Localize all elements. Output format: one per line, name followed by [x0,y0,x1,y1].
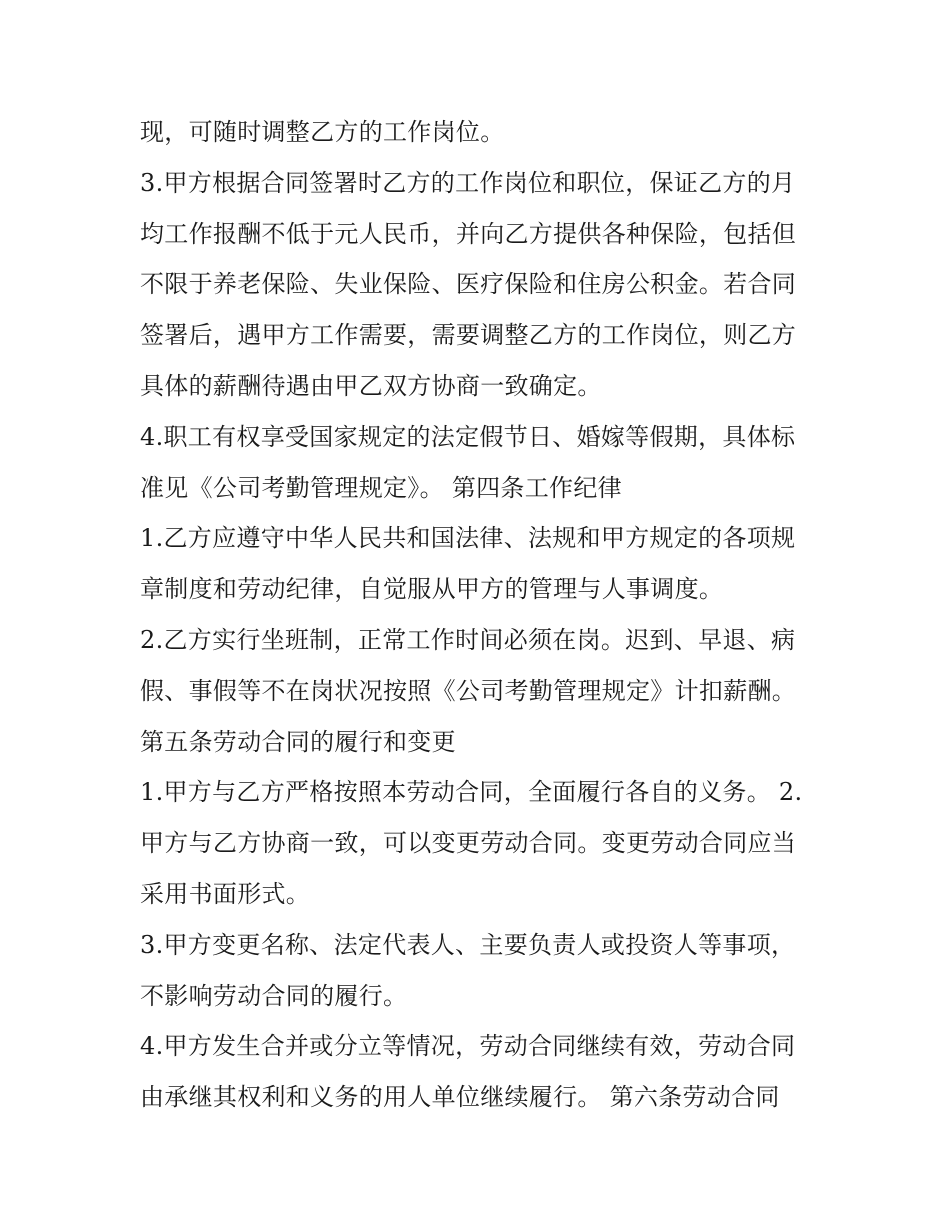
text-line: 4.职工有权享受国家规定的法定假节日、婚嫁等假期，具体标 [140,422,796,451]
text-line: 甲方与乙方协商一致，可以变更劳动合同。变更劳动合同应当 [140,829,797,858]
text-line: 现，可随时调整乙方的工作岗位。 [140,118,505,146]
section-heading: 第五条劳动合同的履行和变更 [140,727,456,756]
text-line: 由承继其权利和义务的用人单位继续履行。 第六条劳动合同 [140,1083,780,1112]
text-line: 签署后，遇甲方工作需要，需要调整乙方的工作岗位，则乙方 [140,321,797,350]
text-line: 具体的薪酬待遇由甲乙双方协商一致确定。 [140,371,602,400]
text-line: 准见《公司考勤管理规定》。 第四条工作纪律 [140,473,622,502]
text-line: 3.甲方根据合同签署时乙方的工作岗位和职位，保证乙方的月 [140,168,796,197]
text-line: 假、事假等不在岗状况按照《公司考勤管理规定》计扣薪酬。 [140,676,797,705]
text-line: 3.甲方变更名称、法定代表人、主要负责人或投资人等事项， [140,930,796,959]
text-line: 1.甲方与乙方严格按照本劳动合同，全面履行各自的义务。 2. [140,778,803,807]
text-line: 4.甲方发生合并或分立等情况，劳动合同继续有效，劳动合同 [140,1032,796,1061]
contract-text [140,107,820,1123]
text-line: 均工作报酬不低于元人民币，并向乙方提供各种保险，包括但 [140,219,797,248]
text-line: 章制度和劳动纪律，自觉服从甲方的管理与人事调度。 [140,575,724,604]
text-line: 不限于养老保险、失业保险、医疗保险和住房公积金。若合同 [140,270,797,299]
text-line: 采用书面形式。 [140,879,311,908]
text-line: 不影响劳动合同的履行。 [140,981,408,1010]
text-line: 1.乙方应遵守中华人民共和国法律、法规和甲方规定的各项规 [140,524,796,553]
text-line: 2.乙方实行坐班制，正常工作时间必须在岗。迟到、早退、病 [140,625,796,654]
